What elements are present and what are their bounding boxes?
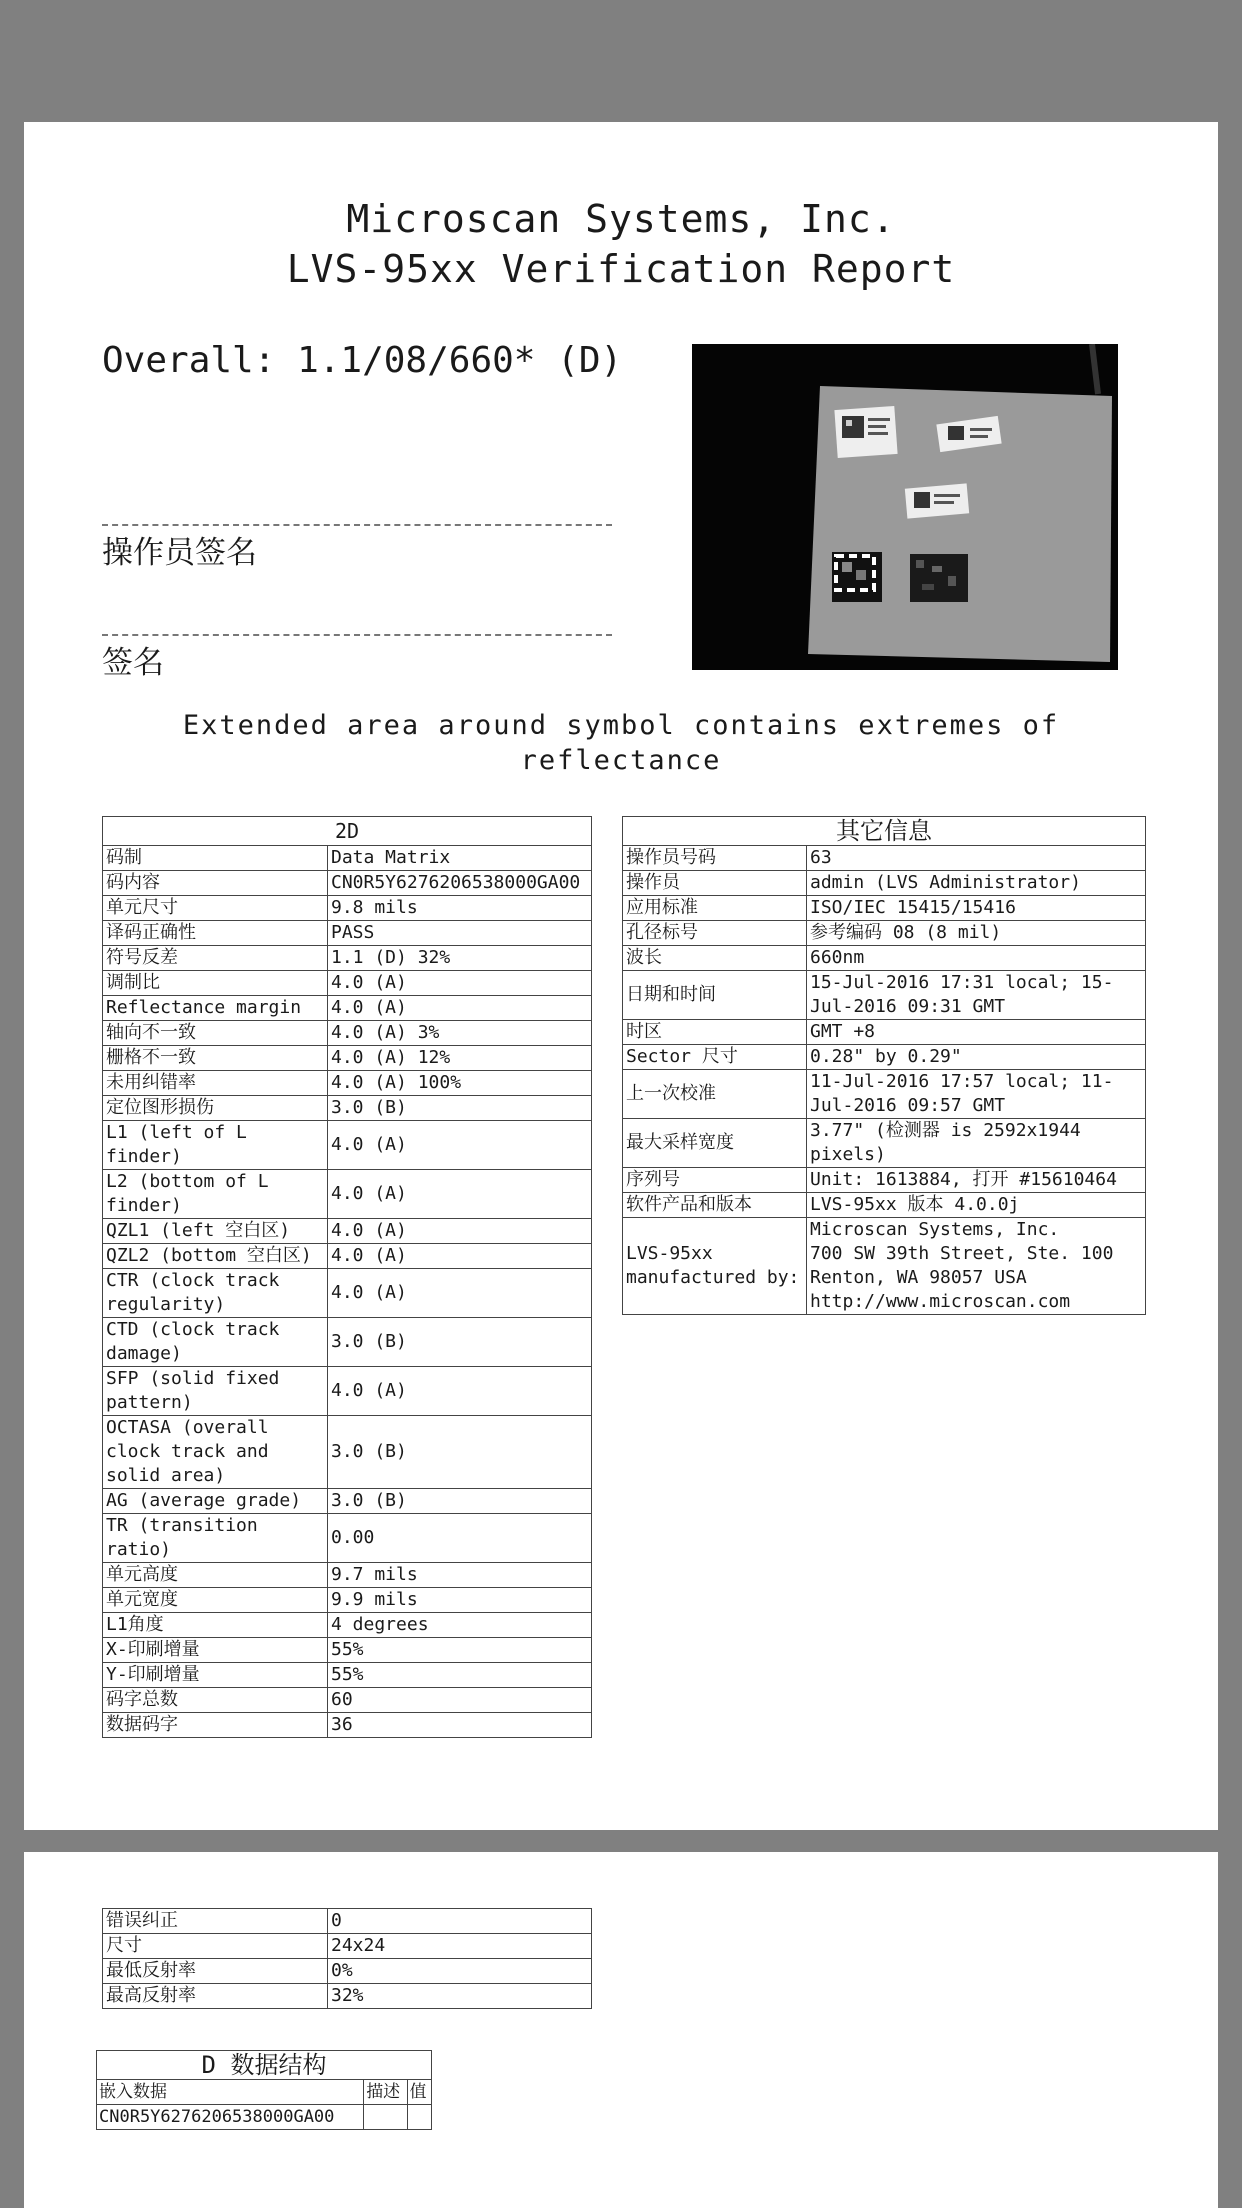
signature-line	[102, 634, 612, 636]
row-value: 15-Jul-2016 17:31 local; 15-Jul-2016 09:31 GMT	[807, 971, 1146, 1020]
report-page-2	[24, 1852, 1218, 2208]
sticker-three	[905, 483, 969, 518]
table-row	[623, 946, 1146, 971]
table-row	[103, 1909, 592, 1934]
row-value: 4.0 (A) 3%	[328, 1021, 592, 1046]
table-row	[103, 1170, 592, 1219]
row-label: 栅格不一致	[103, 1046, 328, 1071]
report-page-1	[24, 122, 1218, 1830]
row-label: OCTASA (overall clock track and solid area)	[103, 1416, 328, 1489]
row-label: AG (average grade)	[103, 1489, 328, 1514]
data-matrix-symbol-target	[832, 552, 882, 602]
row-value: ISO/IEC 15415/15416	[807, 896, 1146, 921]
sticker-one	[834, 406, 897, 458]
row-label: 轴向不一致	[103, 1021, 328, 1046]
row-value: 9.9 mils	[328, 1588, 592, 1613]
row-label: 操作员号码	[623, 846, 807, 871]
table-row	[103, 1096, 592, 1121]
embedded-data-value: CN0R5Y6276206538000GA00	[97, 2105, 364, 2130]
row-value: 24x24	[328, 1934, 592, 1959]
table-row	[623, 871, 1146, 896]
verification-message	[24, 708, 1218, 778]
table-row	[623, 846, 1146, 871]
table-row	[103, 1934, 592, 1959]
row-label: 错误纠正	[103, 1909, 328, 1934]
row-label: 上一次校准	[623, 1070, 807, 1119]
row-label: QZL2 (bottom 空白区)	[103, 1244, 328, 1269]
table-2d-heading: 2D	[103, 817, 592, 846]
operator-signature-line	[102, 524, 612, 526]
data-structure-row	[97, 2105, 432, 2130]
row-value: 0%	[328, 1959, 592, 1984]
row-value: 4.0 (A) 12%	[328, 1046, 592, 1071]
row-label: Reflectance margin	[103, 996, 328, 1021]
table-info-heading: 其它信息	[623, 817, 1146, 846]
row-label: 波长	[623, 946, 807, 971]
row-value: 4.0 (A)	[328, 1170, 592, 1219]
row-label: 软件产品和版本	[623, 1193, 807, 1218]
row-value: LVS-95xx 版本 4.0.0j	[807, 1193, 1146, 1218]
table-row	[103, 1219, 592, 1244]
row-label: 最低反射率	[103, 1959, 328, 1984]
row-label: CTR (clock track regularity)	[103, 1269, 328, 1318]
table-row	[103, 1244, 592, 1269]
table-row	[103, 946, 592, 971]
table-other-info	[622, 816, 1146, 1315]
row-value: 4.0 (A)	[328, 1269, 592, 1318]
data-structure-header-row	[97, 2080, 432, 2105]
table-row	[103, 996, 592, 1021]
row-label: 序列号	[623, 1168, 807, 1193]
row-value: 4.0 (A)	[328, 1121, 592, 1170]
table-row	[103, 896, 592, 921]
table-row	[103, 1588, 592, 1613]
row-value: 4 degrees	[328, 1613, 592, 1638]
table-row	[103, 1367, 592, 1416]
row-value: PASS	[328, 921, 592, 946]
table-row	[623, 1020, 1146, 1045]
overall-grade: Overall: 1.1/08/660* (D)	[102, 340, 623, 381]
manufacturer-line-4: http://www.microscan.com	[810, 1291, 1071, 1312]
table-row	[623, 971, 1146, 1020]
row-label: L2 (bottom of L finder)	[103, 1170, 328, 1219]
message-line-2: reflectance	[520, 745, 722, 776]
row-value: 参考编码 08 (8 mil)	[807, 921, 1146, 946]
table-row	[103, 1613, 592, 1638]
row-value: GMT +8	[807, 1020, 1146, 1045]
col-description: 描述	[364, 2080, 407, 2105]
col-embedded-data: 嵌入数据	[97, 2080, 364, 2105]
row-value: Unit: 1613884, 打开 #15610464	[807, 1168, 1146, 1193]
table-row	[103, 1514, 592, 1563]
signature-label: 签名	[102, 645, 164, 681]
row-label: 时区	[623, 1020, 807, 1045]
table-row	[103, 1563, 592, 1588]
row-value: 9.7 mils	[328, 1563, 592, 1588]
row-value: 55%	[328, 1663, 592, 1688]
manufacturer-label: LVS-95xx manufactured by:	[623, 1218, 807, 1315]
table-row	[103, 1046, 592, 1071]
description-cell	[364, 2105, 407, 2130]
row-value: 4.0 (A)	[328, 1367, 592, 1416]
data-matrix-symbol-second	[910, 554, 968, 602]
table-row	[103, 846, 592, 871]
row-value: 660nm	[807, 946, 1146, 971]
row-label: SFP (solid fixed pattern)	[103, 1367, 328, 1416]
row-value: 4.0 (A)	[328, 1219, 592, 1244]
row-label: 最高反射率	[103, 1984, 328, 2009]
table-row	[103, 1489, 592, 1514]
row-value: 11-Jul-2016 17:57 local; 11-Jul-2016 09:57 GMT	[807, 1070, 1146, 1119]
data-structure-heading: D 数据结构	[97, 2051, 432, 2080]
row-value: 3.0 (B)	[328, 1416, 592, 1489]
table-row	[103, 1984, 592, 2009]
table-row	[623, 1070, 1146, 1119]
table-row	[623, 1045, 1146, 1070]
row-label: Sector 尺寸	[623, 1045, 807, 1070]
row-value: 55%	[328, 1638, 592, 1663]
symbol-capture-image	[692, 344, 1118, 670]
row-value: admin (LVS Administrator)	[807, 871, 1146, 896]
operator-signature-label: 操作员签名	[102, 535, 257, 571]
row-value: 4.0 (A)	[328, 1244, 592, 1269]
manufacturer-line-1: Microscan Systems, Inc.	[810, 1219, 1060, 1240]
row-label: 单元宽度	[103, 1588, 328, 1613]
report-title	[24, 194, 1218, 294]
company-name: Microscan Systems, Inc.	[346, 197, 896, 241]
col-value: 值	[407, 2080, 431, 2105]
table-row	[623, 921, 1146, 946]
row-label: TR (transition ratio)	[103, 1514, 328, 1563]
row-label: CTD (clock track damage)	[103, 1318, 328, 1367]
row-value: CN0R5Y6276206538000GA00	[328, 871, 592, 896]
row-value: Data Matrix	[328, 846, 592, 871]
row-value: 3.0 (B)	[328, 1096, 592, 1121]
table-row	[103, 1269, 592, 1318]
table-row	[103, 1318, 592, 1367]
row-value: 0	[328, 1909, 592, 1934]
row-label: 应用标准	[623, 896, 807, 921]
table-row	[103, 1638, 592, 1663]
row-value: 4.0 (A)	[328, 996, 592, 1021]
table-data-structure	[96, 2050, 432, 2130]
row-value: 1.1 (D) 32%	[328, 946, 592, 971]
row-value: 63	[807, 846, 1146, 871]
row-label: 日期和时间	[623, 971, 807, 1020]
row-label: Y-印刷增量	[103, 1663, 328, 1688]
row-value: 0.00	[328, 1514, 592, 1563]
row-label: 最大采样宽度	[623, 1119, 807, 1168]
table-row	[103, 871, 592, 896]
manufacturer-line-3: Renton, WA 98057 USA	[810, 1267, 1027, 1288]
row-label: 定位图形损伤	[103, 1096, 328, 1121]
row-label: 码制	[103, 846, 328, 871]
table-row	[623, 1193, 1146, 1218]
row-value: 3.0 (B)	[328, 1489, 592, 1514]
row-label: 码字总数	[103, 1688, 328, 1713]
table-row	[623, 1119, 1146, 1168]
row-label: 符号反差	[103, 946, 328, 971]
row-value: 0.28" by 0.29"	[807, 1045, 1146, 1070]
table-info-body	[623, 846, 1146, 1218]
row-label: QZL1 (left 空白区)	[103, 1219, 328, 1244]
row-label: X-印刷增量	[103, 1638, 328, 1663]
row-label: L1角度	[103, 1613, 328, 1638]
row-label: L1 (left of L finder)	[103, 1121, 328, 1170]
row-label: 译码正确性	[103, 921, 328, 946]
table-row	[103, 971, 592, 996]
row-value: 9.8 mils	[328, 896, 592, 921]
table-row	[103, 1959, 592, 1984]
row-value: 60	[328, 1688, 592, 1713]
row-value: 4.0 (A) 100%	[328, 1071, 592, 1096]
table-2d-body	[103, 846, 592, 1738]
row-label: 单元高度	[103, 1563, 328, 1588]
row-label: 调制比	[103, 971, 328, 996]
table-row	[103, 1071, 592, 1096]
table-2d-continued	[102, 1908, 592, 2009]
table-2d-results	[102, 816, 592, 1738]
row-value: 4.0 (A)	[328, 971, 592, 996]
table-row	[103, 1021, 592, 1046]
row-value: 32%	[328, 1984, 592, 2009]
captured-label-photo	[692, 344, 1118, 670]
report-name: LVS-95xx Verification Report	[286, 247, 956, 291]
table-row	[103, 921, 592, 946]
row-label: 未用纠错率	[103, 1071, 328, 1096]
table-row	[623, 896, 1146, 921]
row-label: 孔径标号	[623, 921, 807, 946]
row-label: 操作员	[623, 871, 807, 896]
row-label: 尺寸	[103, 1934, 328, 1959]
table-row	[103, 1416, 592, 1489]
row-value: 36	[328, 1713, 592, 1738]
table-2d-continued-body	[103, 1909, 592, 2009]
row-label: 数据码字	[103, 1713, 328, 1738]
row-label: 单元尺寸	[103, 896, 328, 921]
table-row	[623, 1168, 1146, 1193]
table-row	[103, 1688, 592, 1713]
message-line-1: Extended area around symbol contains extremes of	[182, 710, 1060, 741]
manufacturer-line-2: 700 SW 39th Street, Ste. 100	[810, 1243, 1114, 1264]
manufacturer-address	[807, 1218, 1146, 1315]
manufacturer-row	[623, 1218, 1146, 1315]
value-cell	[407, 2105, 431, 2130]
table-row	[103, 1663, 592, 1688]
table-row	[103, 1121, 592, 1170]
row-label: 码内容	[103, 871, 328, 896]
table-row	[103, 1713, 592, 1738]
row-value: 3.77" (检测器 is 2592x1944 pixels)	[807, 1119, 1146, 1168]
row-value: 3.0 (B)	[328, 1318, 592, 1367]
